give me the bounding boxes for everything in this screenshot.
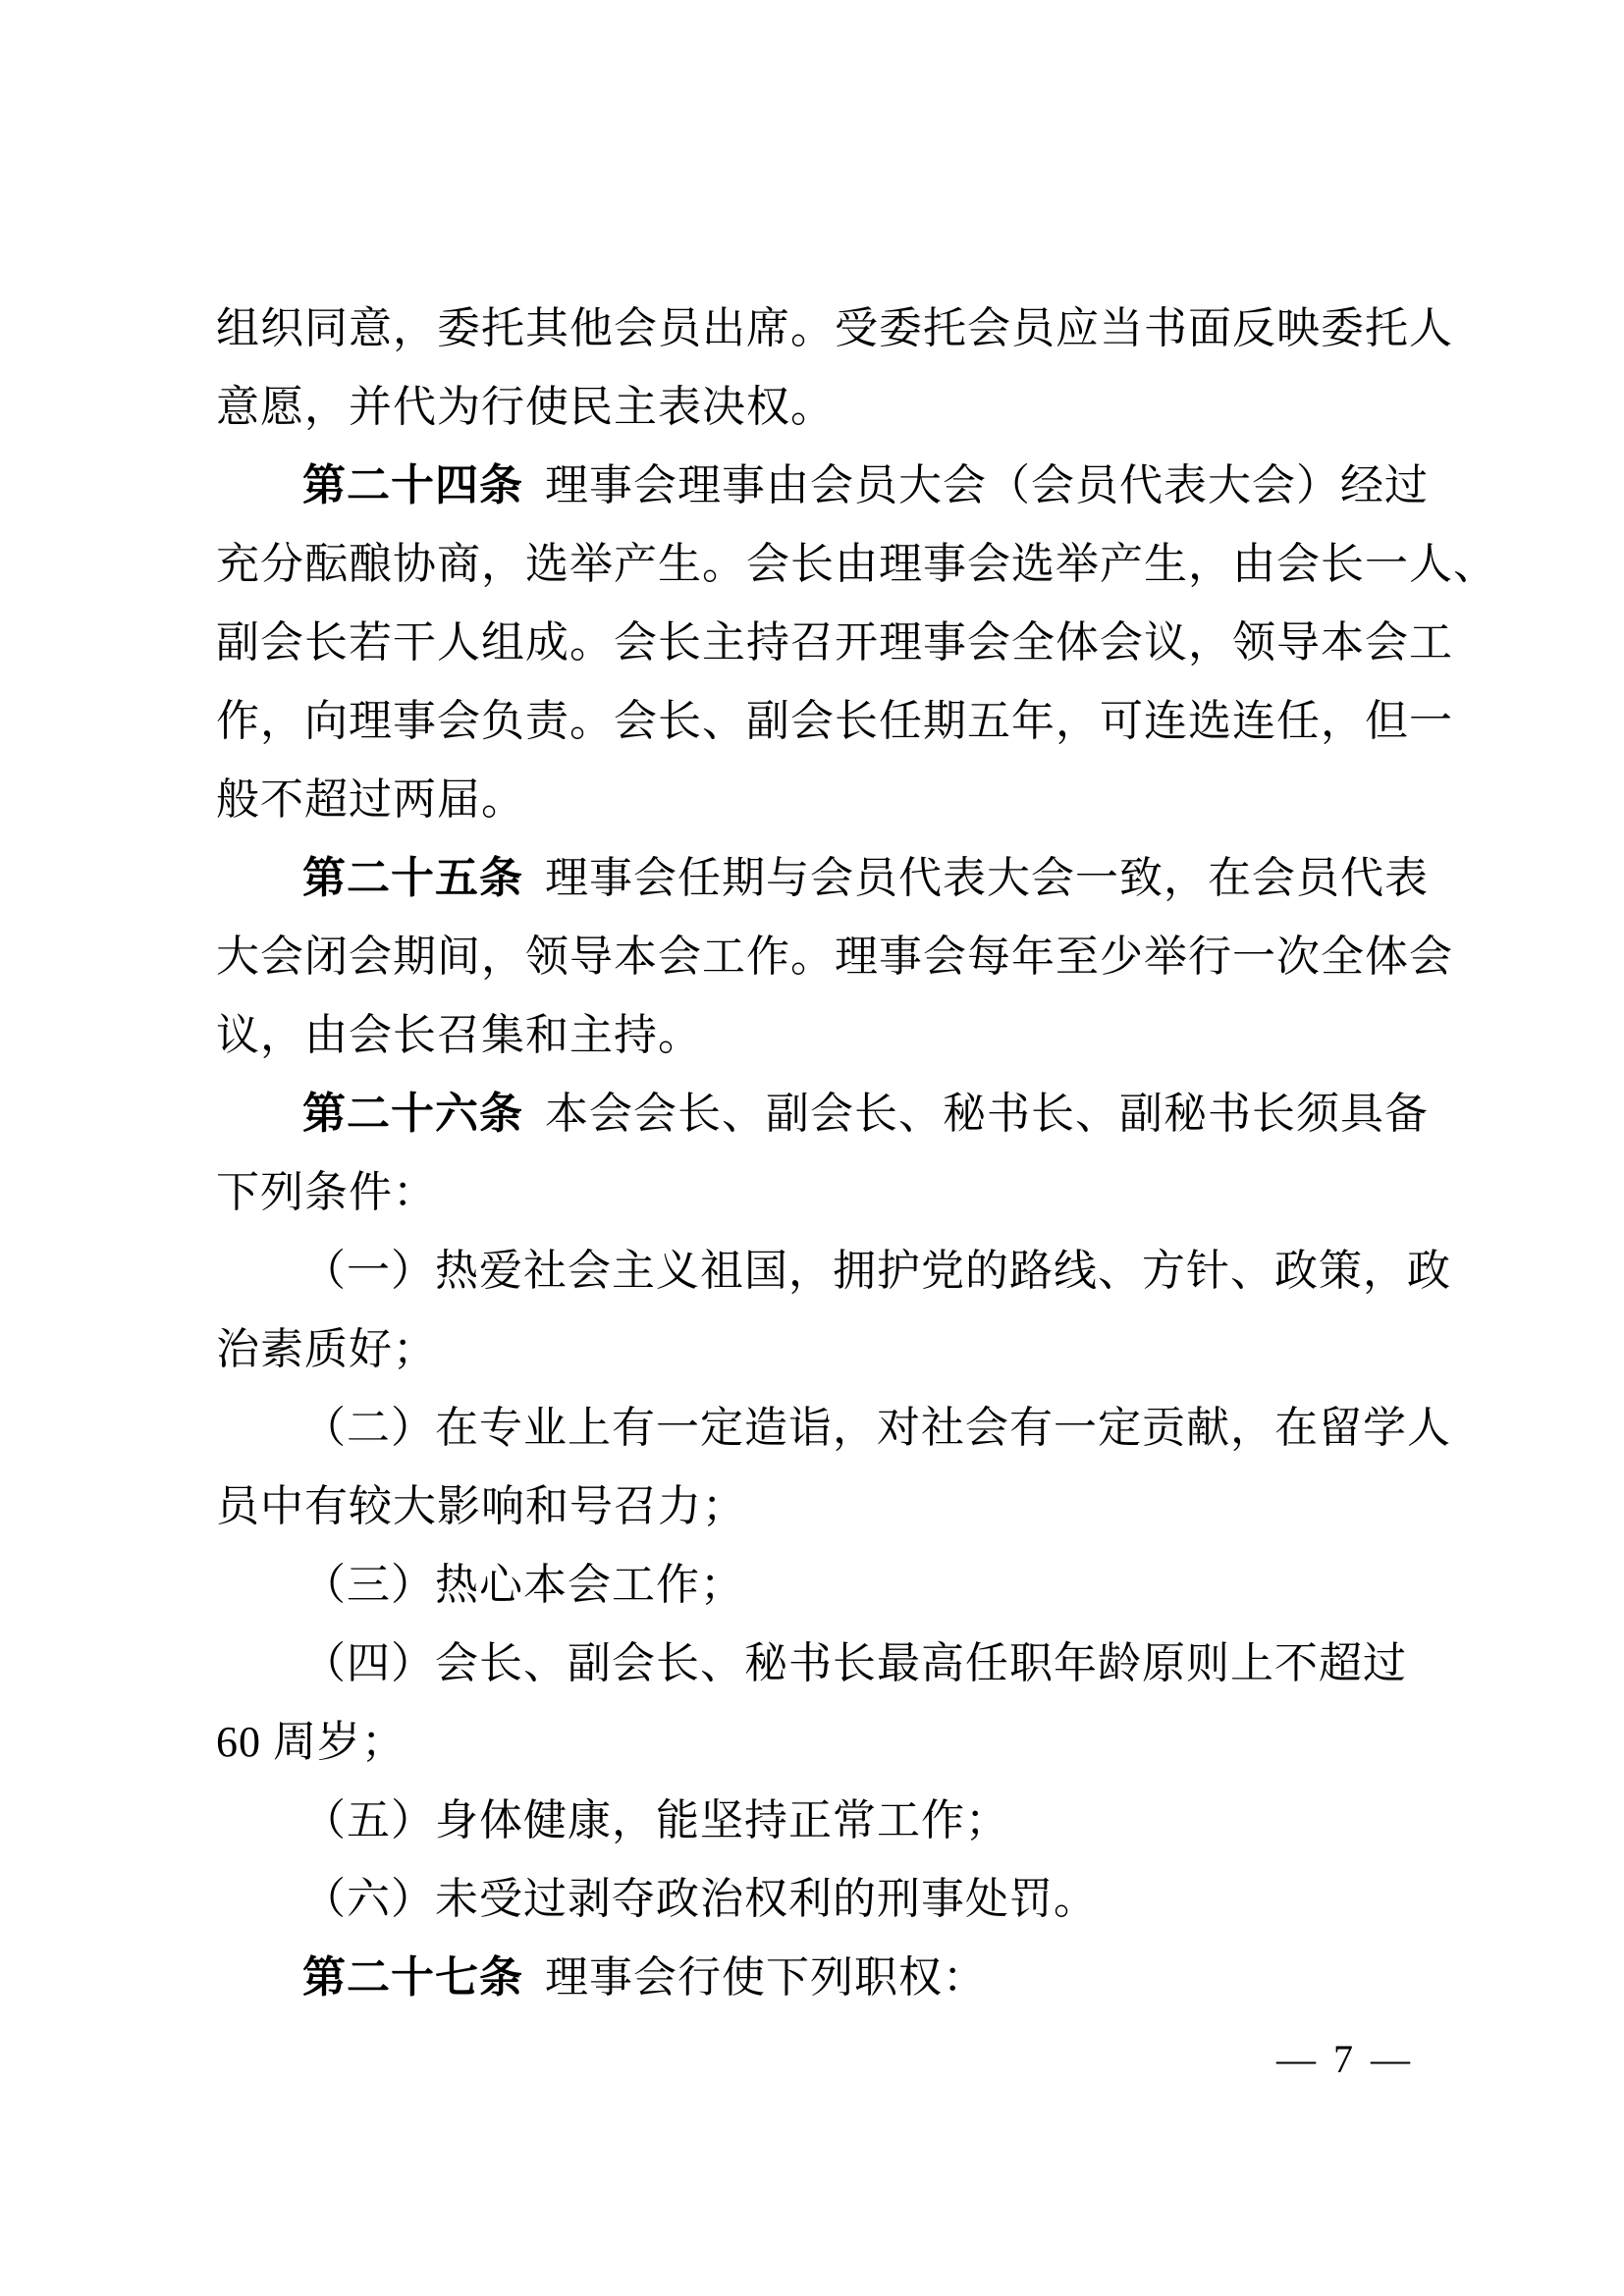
text-line <box>216 1075 1463 1153</box>
line-text: 治素质好； <box>216 1325 437 1373</box>
line-text: 理事会理事由会员大会（会员代表大会）经过 <box>545 461 1429 509</box>
line-text: 员中有较大影响和号召力； <box>216 1482 746 1530</box>
text-line <box>216 1389 1463 1468</box>
line-text: （五）身体健康，能坚持正常工作； <box>302 1796 1009 1844</box>
article-number: 第二十五条 <box>302 854 523 902</box>
line-text: 理事会行使下列职权： <box>545 1953 987 2002</box>
text-line <box>216 1939 1463 2017</box>
line-text: 理事会任期与会员代表大会一致，在会员代表 <box>545 854 1429 902</box>
line-text: 意愿，并代为行使民主表决权。 <box>216 383 835 431</box>
text-line <box>216 918 1463 996</box>
line-text: （一）热爱社会主义祖国，拥护党的路线、方针、政策，政 <box>302 1247 1451 1295</box>
line-text: 本会会长、副会长、秘书长、副秘书长须具备 <box>545 1090 1429 1138</box>
line-text: 作，向理事会负责。会长、副会长任期五年，可连选连任，但一 <box>216 697 1453 745</box>
line-text: 充分酝酿协商，选举产生。会长由理事会选举产生，由会长一人、 <box>216 540 1497 588</box>
text-line <box>216 682 1463 761</box>
line-text: （六）未受过剥夺政治权利的刑事处罚。 <box>302 1875 1098 1923</box>
line-text: 下列条件： <box>216 1168 437 1216</box>
text-line <box>216 1468 1463 1546</box>
line-text: （四）会长、副会长、秘书长最高任职年龄原则上不超过 <box>302 1639 1407 1687</box>
page-number: — 7 — <box>1276 2037 1414 2081</box>
text-line <box>216 525 1497 604</box>
text-line <box>216 1782 1463 1860</box>
text-line <box>216 447 1463 525</box>
text-line <box>216 604 1463 682</box>
line-text: （二）在专业上有一定造诣，对社会有一定贡献，在留学人 <box>302 1404 1451 1452</box>
line-text: （三）热心本会工作； <box>302 1561 744 1609</box>
text-line <box>216 839 1463 918</box>
document-body <box>216 290 1497 2017</box>
text-line <box>216 761 1463 839</box>
text-line <box>216 1703 1463 1782</box>
line-text: 议，由会长召集和主持。 <box>216 1011 702 1059</box>
article-number: 第二十七条 <box>302 1953 523 2002</box>
text-line <box>216 1232 1463 1310</box>
text-line <box>216 996 1463 1075</box>
text-line <box>216 1625 1463 1703</box>
text-line <box>216 1153 1463 1232</box>
text-line <box>216 290 1463 368</box>
line-text: 大会闭会期间，领导本会工作。理事会每年至少举行一次全体会 <box>216 933 1453 981</box>
line-text: 组织同意，委托其他会员出席。受委托会员应当书面反映委托人 <box>216 304 1453 352</box>
line-text: 60 周岁； <box>216 1718 406 1766</box>
article-number: 第二十六条 <box>302 1090 523 1138</box>
line-text: 副会长若干人组成。会长主持召开理事会全体会议，领导本会工 <box>216 618 1453 667</box>
article-number: 第二十四条 <box>302 461 523 509</box>
text-line <box>216 1860 1463 1939</box>
text-line <box>216 1546 1463 1625</box>
text-line <box>216 368 1463 447</box>
text-line <box>216 1310 1463 1389</box>
line-text: 般不超过两届。 <box>216 775 525 824</box>
